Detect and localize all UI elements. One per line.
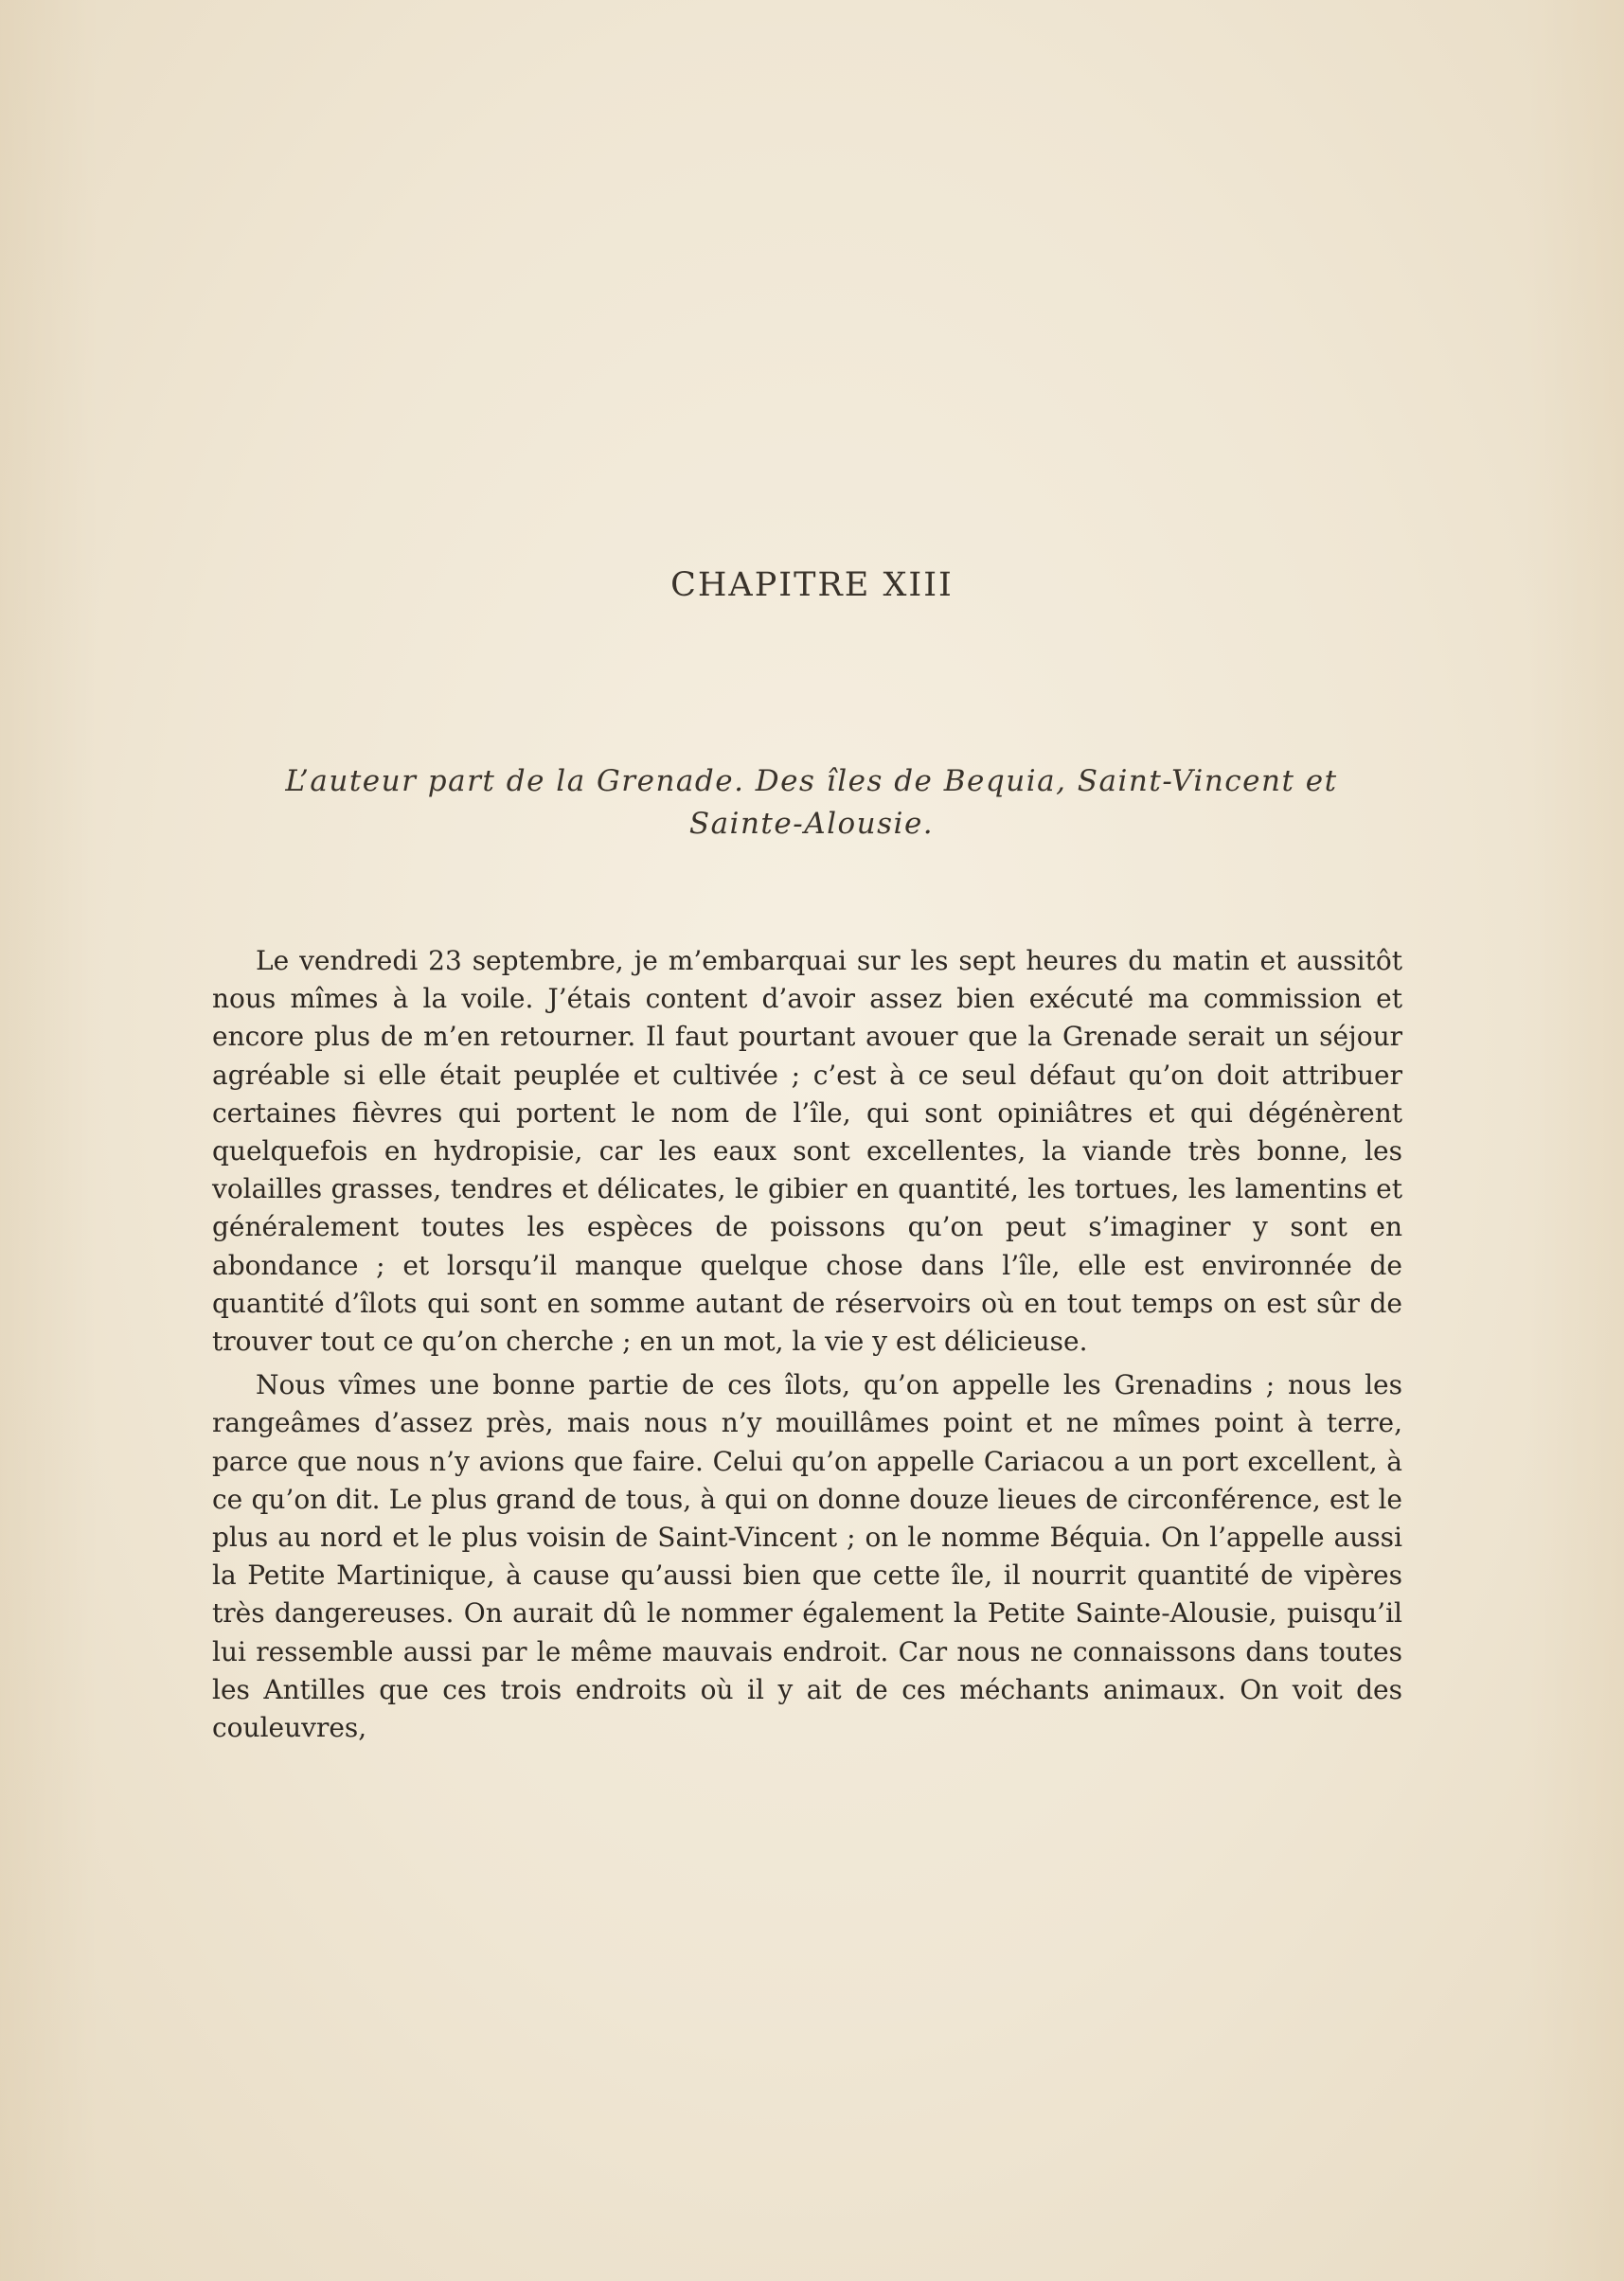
chapter-summary: L’auteur part de la Grenade. Des îles de Bequia, Saint-Vincent et Sainte-Alousie. (285, 764, 1338, 841)
chapter-title: CHAPITRE XIII (670, 566, 954, 604)
body-text (212, 942, 1402, 1747)
paragraph-1: Le vendredi 23 septembre, je m’embarquai sur les sept heures du matin et aussitôt nous mîmes à la voile. J’étais content d’avoir assez bien exécuté ma commission et encore plus de m’en retourner. Il faut pourtant avouer que la Grenade serait un séjour agréable si elle était peuplée et cultivée ; c’est à ce seul défaut qu’on doit attribuer certaines fièvres qui portent le nom de l’île, qui sont opiniâtres et qui dégénèrent quelquefois en hydropisie, car les eaux sont excellentes, la viande très bonne, les volailles grasses, tendres et délicates, le gibier en quantité, les tortues, les lamentins et généralement toutes les espèces de poissons qu’on peut s’imaginer y sont en abondance ; et lorsqu’il manque quelque chose dans l’île, elle est environnée de quantité d’îlots qui sont en somme autant de réservoirs où en tout temps on est sûr de trouver tout ce qu’on cherche ; en un mot, la vie y est délicieuse. (212, 945, 1402, 1358)
paragraph-2: Nous vîmes une bonne partie de ces îlots, qu’on appelle les Grenadins ; nous les rangeâmes d’assez près, mais nous n’y mouillâmes point et ne mîmes point à terre, parce que nous n’y avions que faire. Celui qu’on appelle Cariacou a un port excellent, à ce qu’on dit. Le plus grand de tous, à qui on donne douze lieues de circonférence, est le plus au nord et le plus voisin de Saint-Vincent ; on le nomme Béquia. On l’appelle aussi la Petite Martinique, à cause qu’aussi bien que cette île, il nourrit quantité de vipères très dangereuses. On aurait dû le nommer également la Petite Sainte-Alousie, puisqu’il lui ressemble aussi par le même mauvais endroit. Car nous ne connaissons dans toutes les Antilles que ces trois endroits où il y ait de ces méchants animaux. On voit des couleuvres, (212, 1369, 1402, 1744)
